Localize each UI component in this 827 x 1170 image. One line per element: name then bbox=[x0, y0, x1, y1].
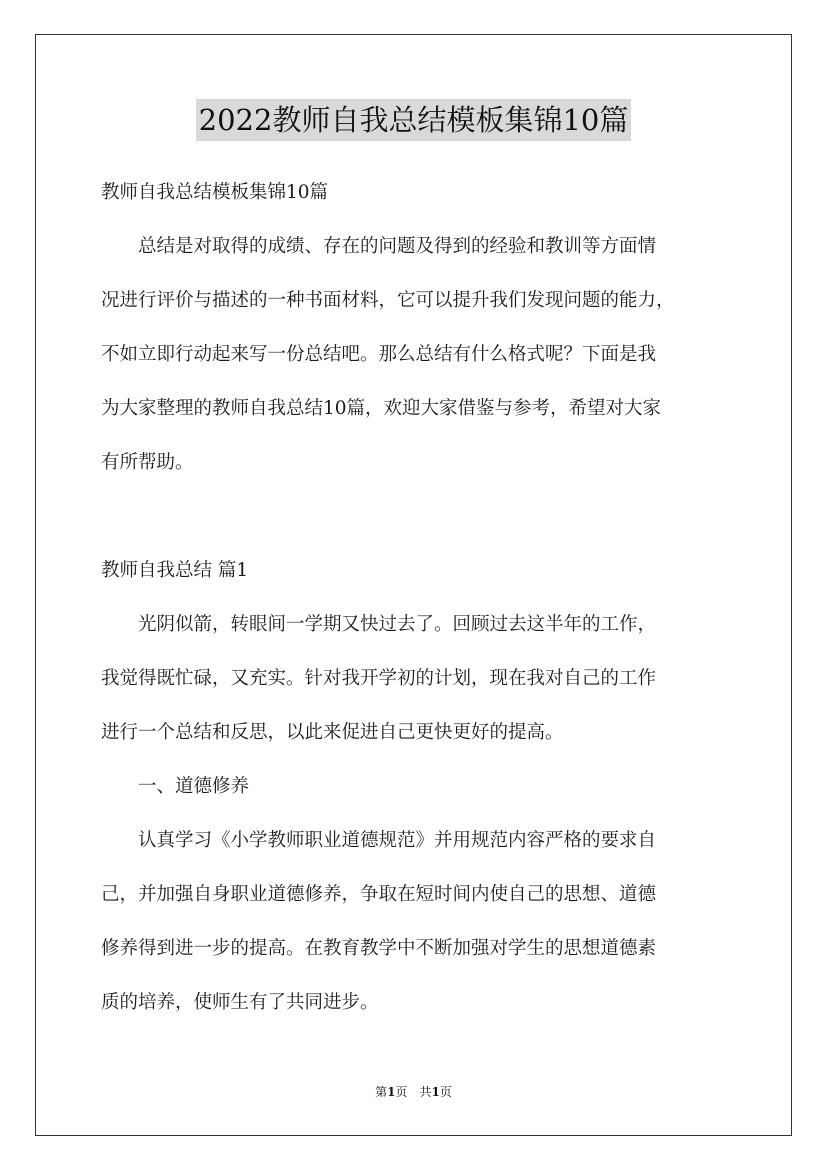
footer-suffix: 页 bbox=[439, 1085, 452, 1099]
paragraph-line: 总结是对取得的成绩、存在的问题及得到的经验和教训等方面情 bbox=[101, 236, 657, 257]
paragraph-line: 己，并加强自身职业道德修养，争取在短时间内使自己的思想、道德 bbox=[101, 884, 657, 905]
page-footer bbox=[0, 1083, 827, 1100]
footer-page-total: 1 bbox=[431, 1085, 440, 1099]
section-heading: 教师自我总结 篇1 bbox=[101, 560, 249, 581]
paragraph-line: 为大家整理的教师自我总结10篇，欢迎大家借鉴与参考，希望对大家 bbox=[101, 398, 662, 419]
paragraph-line: 况进行评价与描述的一种书面材料，它可以提升我们发现问题的能力， bbox=[101, 290, 675, 311]
title-wrap bbox=[0, 99, 827, 141]
paragraph-line: 我觉得既忙碌，又充实。针对我开学初的计划，现在我对自己的工作 bbox=[101, 668, 657, 689]
paragraph-line: 光阴似箭，转眼间一学期又快过去了。回顾过去这半年的工作， bbox=[101, 614, 657, 635]
paragraph-line: 不如立即行动起来写一份总结吧。那么总结有什么格式呢？下面是我 bbox=[101, 344, 657, 365]
footer-page-current: 1 bbox=[387, 1085, 396, 1099]
document-title: 2022教师自我总结模板集锦10篇 bbox=[196, 99, 632, 141]
paragraph-line: 认真学习《小学教师职业道德规范》并用规范内容严格的要求自 bbox=[101, 830, 657, 851]
paragraph-line: 修养得到进一步的提高。在教育教学中不断加强对学生的思想道德素 bbox=[101, 938, 657, 959]
paragraph-line: 进行一个总结和反思，以此来促进自己更快更好的提高。 bbox=[101, 722, 564, 743]
footer-prefix: 第 bbox=[375, 1085, 388, 1099]
paragraph-line: 质的培养，使师生有了共同进步。 bbox=[101, 992, 379, 1013]
subtitle-line: 教师自我总结模板集锦10篇 bbox=[101, 182, 329, 203]
subsection-heading: 一、道德修养 bbox=[101, 776, 250, 797]
footer-mid: 页 共 bbox=[395, 1085, 432, 1099]
paragraph-line: 有所帮助。 bbox=[101, 452, 194, 473]
